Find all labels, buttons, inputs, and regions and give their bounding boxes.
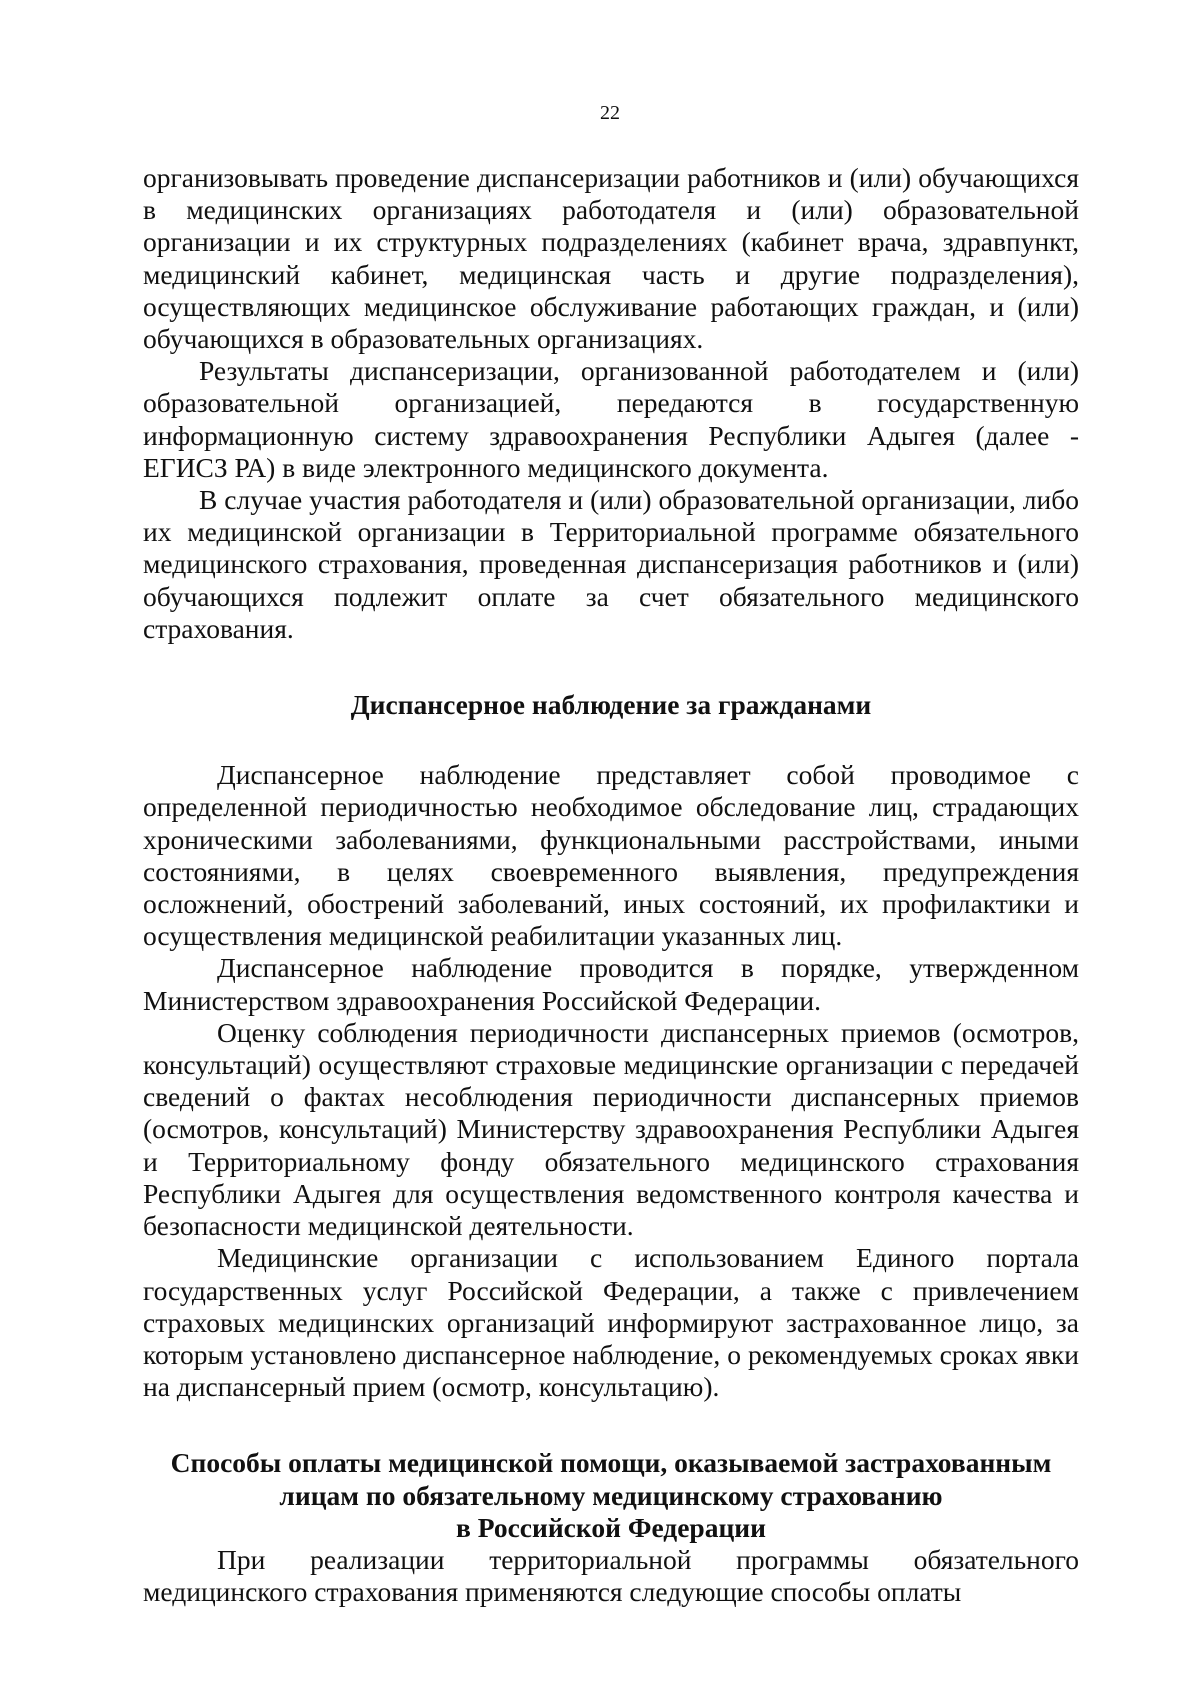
paragraph: Результаты диспансеризации, организованной работодателем и (или) образовательной организацией, передаются в государственную информационную систему здравоохранения Республики Адыгея (далее - ЕГИСЗ РА) в виде электронного медицинского документа. xyxy=(143,355,1079,483)
page-number: 22 xyxy=(600,102,620,124)
section-heading: Диспансерное наблюдение за гражданами xyxy=(350,689,872,721)
paragraph: В случае участия работодателя и (или) образовательной организации, либо их медицинской организации в Территориальной программе обязательного медицинского страхования, проведенная диспансеризация работников и (или) обучающихся подлежит оплате за счет обязательного медицинского страхования. xyxy=(143,484,1079,644)
paragraph: При реализации территориальной программы обязательного медицинского страхования применяются следующие способы оплаты xyxy=(143,1543,1079,1608)
paragraph: организовывать проведение диспансеризации работников и (или) обучающихся в медицинских организациях работодателя и (или) образовательной организации и их структурных подразделениях (кабинет врача, здравпункт, медицинский кабинет, медицинская часть и другие подразделения), осуществляющих медицинское обслуживание работающих граждан, и (или) обучающихся в образовательных организациях. xyxy=(143,162,1079,355)
paragraph: Диспансерное наблюдение представляет собой проводимое с определенной периодичностью необходимое обследование лиц, страдающих хроническими заболеваниями, функциональными расстройствами, иными состояниями, в целях своевременного выявления, предупреждения осложнений, обострений заболеваний, иных состояний, их профилактики и осуществления медицинской реабилитации указанных лиц. xyxy=(143,759,1079,952)
paragraph: Медицинские организации с использованием Единого портала государственных услуг Российской Федерации, а также с привлечением страховых медицинских организаций информируют застрахованное лицо, за которым установлено диспансерное наблюдение, о рекомендуемых сроках явки на диспансерный прием (осмотр, консультацию). xyxy=(143,1242,1079,1403)
section-heading-line: Способы оплаты медицинской помощи, оказываемой застрахованным xyxy=(170,1447,1052,1479)
section-heading-line: в Российской Федерации xyxy=(455,1511,766,1543)
paragraph: Диспансерное наблюдение проводится в порядке, утвержденном Министерством здравоохранения Российской Федерации. xyxy=(143,952,1079,1016)
section-heading-line: лицам по обязательному медицинскому страхованию xyxy=(279,1479,943,1511)
paragraph: Оценку соблюдения периодичности диспансерных приемов (осмотров, консультаций) осуществляют страховые медицинские организации с передачей сведений о фактах несоблюдения периодичности диспансерных приемов (осмотров, консультаций) Министерству здравоохранения Республики Адыгея и Территориальному фонду обязательного медицинского страхования Республики Адыгея для осуществления ведомственного контроля качества и безопасности медицинской деятельности. xyxy=(143,1016,1079,1242)
document-body xyxy=(143,162,1079,1608)
